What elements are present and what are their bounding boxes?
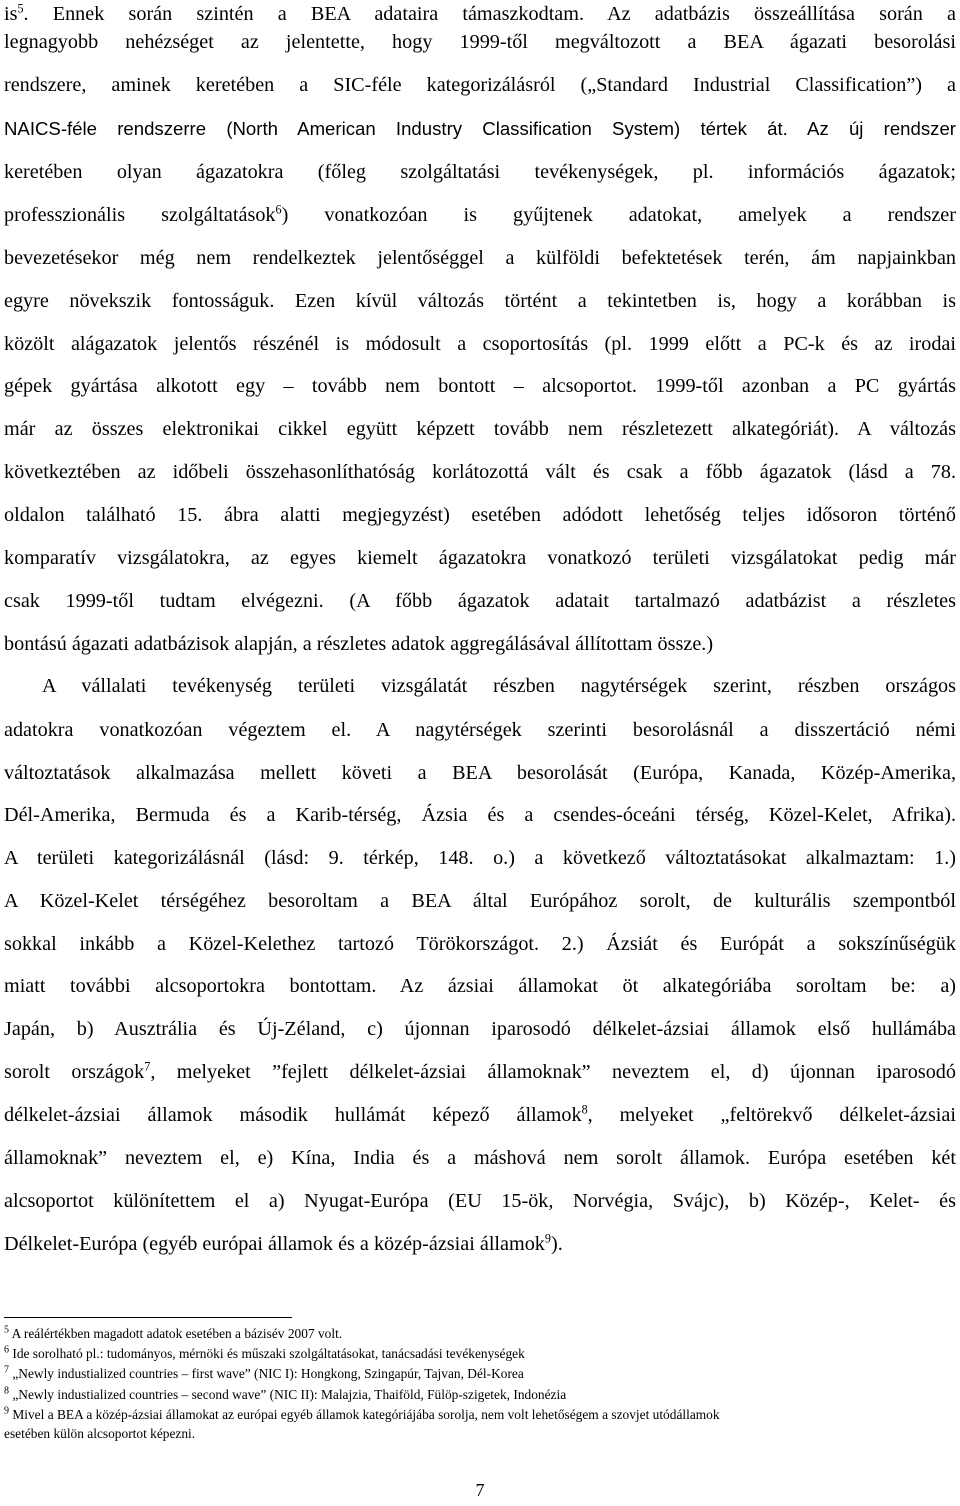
- text-run: oldalon található 15. ábra alatti megjegyzést) esetében adódott lehetőség teljes idősoron történő: [4, 504, 956, 526]
- text-run: A területi kategorizálásnál (lásd: 9. térkép, 148. o.) a következő változtatásokat alkalmaztam: 1.): [4, 847, 956, 869]
- text-run: alcsoportot különítettem el a) Nyugat-Európa (EU 15-ök, Norvégia, Svájc), b) Közép-, Kelet- és: [4, 1190, 956, 1212]
- text-run: komparatív vizsgálatokra, az egyes kiemelt ágazatokra vonatkozó területi vizsgálatokat pedig már: [4, 547, 956, 569]
- body-line: [4, 246, 956, 270]
- text-run: Japán, b) Ausztrália és Új-Zéland, c) újonnan iparosodó délkelet-ázsiai államok első hullámába: [4, 1018, 956, 1040]
- text-run: délkelet-ázsiai államok második hullámát képező államok: [4, 1104, 582, 1126]
- text-run: gépek gyártása alkotott egy – tovább nem bontott – alcsoportot. 1999-től azonban a PC gyártás: [4, 375, 956, 397]
- footnote: [4, 1387, 956, 1403]
- text-run: változtatások alkalmazása mellett követi a BEA besorolását (Európa, Kanada, Közép-Amerika,: [4, 762, 956, 784]
- body-line: [4, 1017, 956, 1041]
- body-line: [4, 1103, 956, 1127]
- body-line: [4, 2, 956, 26]
- text-run: következtében az időbeli összehasonlíthatóság korlátozottá vált és csak a főbb ágazatok (lásd a 78.: [4, 461, 956, 483]
- text-run: rendszere, aminek keretében a SIC-féle kategorizálásról („Standard Industrial Classification”) a: [4, 74, 956, 96]
- body-line: [4, 546, 956, 570]
- footnote: [4, 1426, 956, 1442]
- footnote-ref: 7: [144, 1059, 151, 1074]
- text-run: Dél-Amerika, Bermuda és a Karib-térség, Ázsia és a csendes-óceáni térség, Közel-Kelet, Afrika).: [4, 804, 956, 826]
- body-line: [4, 332, 956, 356]
- body-line: [4, 632, 956, 656]
- body-line: [4, 1146, 956, 1170]
- body-line: [4, 160, 956, 184]
- text-run: Délkelet-Európa (egyéb európai államok és a közép-ázsiai államok: [4, 1233, 545, 1255]
- page-number: 7: [475, 1480, 485, 1500]
- footnote-text: A reálértékben magadott adatok esetében a bázisév 2007 volt.: [11, 1326, 343, 1341]
- text-run: ) vonatkozóan is gyűjtenek adatokat, amelyek a rendszer: [281, 204, 956, 226]
- text-run: egyre növekszik fontosságuk. Ezen kívül változás történt a tekintetben is, hogy a korábban is: [4, 290, 956, 312]
- text-run: bevezetésekor még nem rendelkeztek jelentőséggel a külföldi befektetések terén, ám napjainkban: [4, 247, 956, 269]
- body-line: [4, 803, 956, 827]
- footnote-number: 8: [4, 1385, 9, 1397]
- footnote-text: Ide sorolható pl.: tudományos, mérnöki és műszaki szolgáltatásokat, tanácsadási tevékenységek: [12, 1346, 525, 1361]
- text-run: sokkal inkább a Közel-Kelethez tartozó Törökországot. 2.) Ázsiát és Európát a sokszínűségük: [4, 933, 956, 955]
- footnote-ref: 6: [275, 202, 282, 217]
- body-line: [4, 846, 956, 870]
- footnote-text: Mivel a BEA a közép-ázsiai államokat az európai egyéb államok kategóriájába sorolja, nem volt lehetőségem a szovjet utódállamok: [12, 1407, 720, 1422]
- body-line: [4, 1189, 956, 1213]
- text-run: csak 1999-től tudtam elvégezni. (A főbb ágazatok adatait tartalmazó adatbázist a részletes: [4, 590, 956, 612]
- footnote-text: „Newly industialized countries – first wave” (NIC I): Hongkong, Szingapúr, Tajvan, Dél-Korea: [12, 1366, 524, 1381]
- body-line: [4, 460, 956, 484]
- body-line: [4, 374, 956, 398]
- footnote-ref: 8: [581, 1102, 588, 1117]
- text-run: A vállalati tevékenység területi vizsgálatát részben nagytérségek szerint, részben országos: [42, 675, 956, 697]
- body-line: [4, 761, 956, 785]
- text-run: miatt további alcsoportokra bontottam. Az ázsiai államokat öt alkategóriába soroltam be: a): [4, 975, 956, 997]
- footnote-ref: 5: [17, 1, 24, 16]
- text-run: A Közel-Kelet térségéhez besoroltam a BEA által Európához sorolt, de kulturális szempontból: [4, 890, 956, 912]
- text-run: , melyeket „feltörekvő délkelet-ázsiai: [587, 1104, 956, 1126]
- footnote-number: 7: [4, 1364, 9, 1376]
- body-line: [4, 503, 956, 527]
- footnote-number: 5: [4, 1324, 9, 1336]
- text-run: bontású ágazati adatbázisok alapján, a részletes adatok aggregálásával állítottam össze.): [4, 633, 714, 655]
- body-line: [4, 932, 956, 956]
- text-run: közölt alágazatok jelentős részénél is módosult a csoportosítás (pl. 1999 előtt a PC-k és az irodai: [4, 333, 956, 355]
- text-run: . Ennek során szintén a BEA adataira támaszkodtam. Az adatbázis összeállítása során a: [23, 3, 956, 25]
- body-line: [4, 417, 956, 441]
- footnote: [4, 1326, 956, 1342]
- body-line: [4, 73, 956, 97]
- footnote-number: 6: [4, 1344, 9, 1356]
- body-line: [4, 718, 956, 742]
- footnote: [4, 1366, 956, 1382]
- footnote-separator: [4, 1317, 292, 1318]
- text-run: adatokra vonatkozóan végeztem el. A nagytérségek szerinti besorolásnál a disszertáció némi: [4, 719, 956, 741]
- text-run: államoknak” neveztem el, e) Kína, India és a máshová nem sorolt államok. Európa esetében két: [4, 1147, 956, 1169]
- text-run: ).: [550, 1233, 563, 1255]
- body-line: [4, 889, 956, 913]
- text-run: már az összes elektronikai cikkel együtt képzett tovább nem részletezett alkategóriát). A változás: [4, 418, 956, 440]
- text-run: NAICS-féle rendszerre (North American Industry Classification System) tértek át. Az új rendszer: [4, 118, 956, 139]
- footnote-ref: 9: [544, 1231, 551, 1246]
- body-line: [4, 1232, 956, 1256]
- text-run: is: [4, 3, 18, 25]
- footnote: [4, 1407, 956, 1423]
- text-run: , melyeket ”fejlett délkelet-ázsiai államoknak” neveztem el, d) újonnan iparosodó: [150, 1061, 956, 1083]
- body-line: [4, 117, 956, 141]
- body-line: [4, 1060, 956, 1084]
- body-line: [4, 203, 956, 227]
- footnote-text: „Newly industialized countries – second wave” (NIC II): Malajzia, Thaiföld, Fülöp-szigetek, Indonézia: [12, 1387, 567, 1402]
- text-run: sorolt országok: [4, 1061, 145, 1083]
- body-line: [4, 974, 956, 998]
- body-line: [4, 30, 956, 54]
- body-line: [42, 674, 956, 698]
- body-line: [4, 289, 956, 313]
- text-run: keretében olyan ágazatokra (főleg szolgáltatási tevékenységek, pl. információs ágazatok;: [4, 161, 956, 183]
- footnote-text: esetében külön alcsoportot képezni.: [4, 1426, 196, 1441]
- body-line: [4, 589, 956, 613]
- text-run: professzionális szolgáltatások: [4, 204, 276, 226]
- text-run: legnagyobb nehézséget az jelentette, hogy 1999-től megváltozott a BEA ágazati besorolási: [4, 31, 956, 53]
- footnote-number: 9: [4, 1405, 9, 1417]
- footnote: [4, 1346, 956, 1362]
